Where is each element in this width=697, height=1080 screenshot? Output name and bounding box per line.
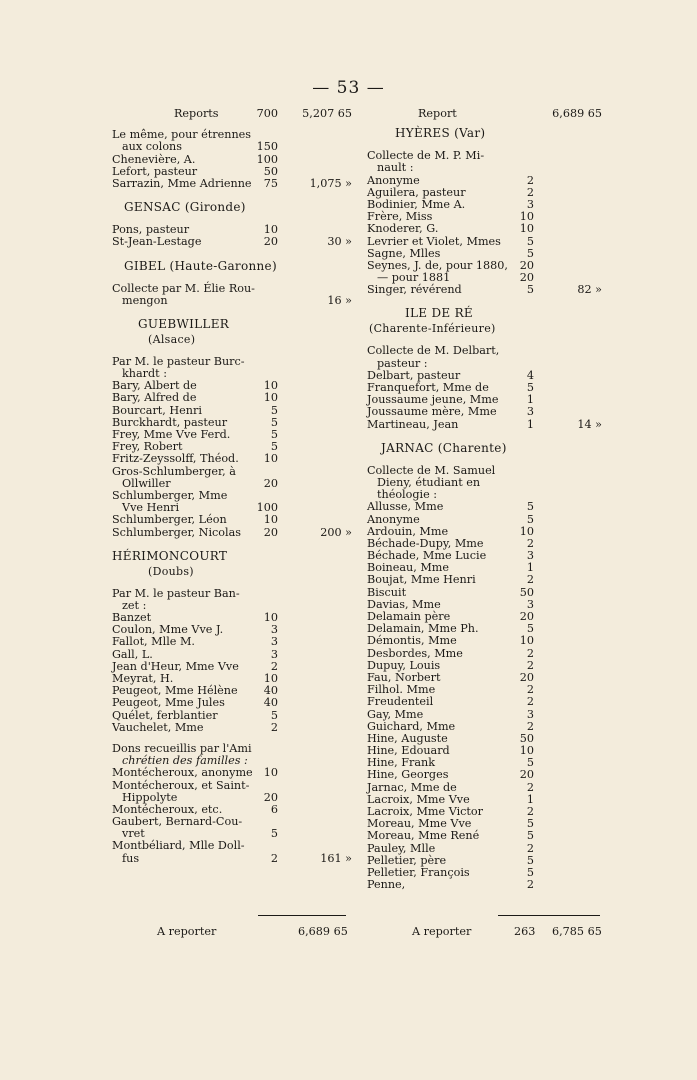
donation-row [367,635,602,647]
donor-name: Montécheroux, et Saint- [112,778,250,792]
donation-row [112,649,352,661]
amount: 2 [526,841,534,855]
donor-name: Collecte de M. P. Mi- [367,149,485,163]
left-footer-label: A reporter [157,925,217,938]
donation-row [112,588,352,600]
amount: 1 [526,561,534,575]
donor-name: Levrier et Violet, Mmes [367,234,501,248]
donation-row [112,392,352,404]
section-subheading: (Charente-Inférieure) [369,322,496,336]
donation-row [367,406,602,418]
amount: 2 [526,536,534,550]
amount: 150 [256,140,278,154]
amount: 5 [526,283,534,297]
donor-name: Chenevière, A. [112,152,196,166]
donation-row [367,514,602,526]
donor-name: zet : [122,598,147,612]
amount: 10 [263,672,278,685]
right-column [367,108,602,891]
donation-row [112,466,352,478]
amount: 10 [263,223,278,237]
amount: 2 [526,185,534,199]
amount: 100 [256,501,278,515]
donation-row [112,527,352,539]
donor-name: Collecte de M. Delbart, [367,344,500,358]
donor-name: Démontis, Mme [367,634,457,648]
donor-name: Schlumberger, Léon [112,513,227,527]
amount: 2 [526,719,534,733]
amount: 100 [256,152,278,166]
section-heading: ILE DE RÉ [405,306,473,321]
donor-name: Martineau, Jean [367,417,459,431]
amount: 10 [263,452,278,466]
donor-name: pasteur : [377,356,428,370]
donor-name: chrétien des familles : [122,754,248,768]
amount: 20 [263,476,278,490]
donor-name: Bodinier, Mme A. [367,197,466,211]
donor-name: Allusse, Mme [367,500,444,514]
donor-name: Quélet, ferblantier [112,708,218,722]
amount: 3 [526,707,534,721]
amount: 40 [263,684,278,698]
donor-name: Seynes, J. de, pour 1880, [367,258,508,272]
donor-name: Pons, pasteur [112,223,190,237]
donation-row [367,648,602,660]
donor-name: Hine, Frank [367,756,436,770]
donor-name: Moreau, Mme René [367,829,480,843]
donation-row [112,722,352,734]
donor-name: vret [122,827,145,841]
donor-name: Singer, révérend [367,283,462,297]
reports-count: 700 [256,107,278,120]
amount: 10 [263,611,278,625]
donor-name: Gay, Mme [367,707,424,721]
amount: 3 [526,405,534,419]
donor-name: Knoderer, G. [367,222,439,236]
donor-name: Frey, Mme Vve Ferd. [112,428,231,441]
reports-label: Reports [174,107,219,120]
donation-row [112,236,352,248]
donor-name: Jarnac, Mme de [367,780,457,794]
donor-name: Peugeot, Mme Jules [112,696,225,710]
donation-row [367,843,602,855]
donor-name: Joussaume jeune, Mme [367,393,499,407]
donor-name: Freudenteil [367,695,434,709]
donor-name: Frère, Miss [367,210,433,224]
amount: 2 [270,659,278,673]
donor-name: Hine, Auguste [367,731,448,745]
report-row [367,108,602,120]
donor-name: Par M. le pasteur Ban- [112,586,240,600]
donation-row [367,358,602,370]
section-heading: HÉRIMONCOURT [112,548,228,563]
donor-name: Bourcart, Henri [112,403,202,417]
donor-name: Gros-Schlumberger, à [112,464,236,478]
donation-row [112,816,352,828]
amount: 20 [263,235,278,249]
donation-row [367,830,602,842]
donor-name: Fritz-Zeyssolff, Théod. [112,452,239,466]
section-heading: GIBEL (Haute-Garonne) [124,258,277,273]
donor-name: Filhol. Mme [367,683,436,697]
donor-name: Gall, L. [112,647,153,661]
section-subheading: (Doubs) [148,564,194,578]
donor-name: Delbart, pasteur [367,368,461,382]
donor-name: Banzet [112,611,152,625]
spacer [112,190,352,199]
amount: 3 [526,549,534,563]
amount: 5 [270,827,278,841]
amount: 3 [270,635,278,649]
donation-row [112,283,352,295]
donor-name: Fau, Norbert [367,670,441,684]
amount: 5 [526,512,534,526]
donor-name: aux colons [122,140,183,154]
amount: 2 [526,646,534,660]
donor-name: Pelletier, François [367,865,470,879]
right-footer-total: 6,785 65 [552,925,602,938]
right-footer-count: 263 [514,925,536,938]
donor-name: Boineau, Mme [367,561,450,575]
right-sum-rule [498,915,600,916]
donation-row [112,840,352,852]
amount: 10 [263,766,278,780]
amount: 5 [526,246,534,260]
donor-name: Franquefort, Mme de [367,381,489,394]
donation-row [367,419,602,431]
donation-row [367,709,602,721]
donor-name: Ardouin, Mme [367,524,449,538]
donor-name: Béchade-Dupy, Mme [367,536,484,550]
report-label: Report [418,107,457,120]
donor-name: Aguilera, pasteur [367,185,466,199]
donation-row [112,767,352,779]
donation-row [367,769,602,781]
amount: 5 [526,853,534,867]
donation-row [367,345,602,357]
reports-total: 5,207 65 [302,107,352,120]
amount: 3 [526,597,534,611]
donation-row [112,514,352,526]
subtotal: 82 » [577,283,602,297]
donation-row [112,697,352,709]
donation-row [112,295,352,307]
donor-name: Guichard, Mme [367,719,456,733]
donor-name: nault : [377,161,414,175]
donor-name: Hine, Georges [367,768,449,782]
subtotal: 161 » [320,851,352,865]
amount: 10 [519,524,534,538]
amount: 20 [519,610,534,623]
donor-name: Le même, pour étrennes [112,128,252,142]
donor-name: Meyrat, H. [112,672,174,685]
amount: 1 [526,417,534,431]
donor-name: Dieny, étudiant en [377,475,481,489]
spacer [112,539,352,548]
donation-row [367,782,602,794]
amount: 2 [270,851,278,865]
amount: 6 [270,802,278,816]
donor-name: Sagne, Mlles [367,246,441,260]
donor-name: Montécheroux, anonyme [112,766,253,780]
donor-name: Jean d'Heur, Mme Vve [112,659,239,673]
donor-name: Hine, Edouard [367,744,450,758]
amount: 2 [526,695,534,709]
left-footer-total: 6,689 65 [298,925,348,938]
donor-name: Bary, Alfred de [112,391,197,405]
amount: 5 [270,403,278,417]
reports-row [112,108,352,120]
subtotal: 1,075 » [309,176,352,190]
amount: 5 [526,817,534,831]
amount: 5 [526,500,534,514]
amount: 2 [526,573,534,587]
amount: 5 [270,428,278,441]
donor-name: khardt : [122,367,167,381]
donor-name: Bary, Albert de [112,379,197,393]
amount: 40 [263,696,278,710]
amount: 20 [519,670,534,684]
donation-row [112,154,352,166]
donor-name: Coulon, Mme Vve J. [112,623,224,637]
amount: 20 [519,768,534,782]
donation-row [367,501,602,513]
donor-name: Hippolyte [122,790,178,804]
donor-name: Delamain père [367,610,451,623]
subtotal: 14 » [577,417,602,431]
donor-name: St-Jean-Lestage [112,235,202,249]
amount: 4 [526,368,534,382]
amount: 10 [263,513,278,527]
amount: 2 [526,683,534,697]
donor-name: Penne, [367,878,406,892]
donation-row [367,284,602,296]
donor-name: Anonyme [367,173,420,187]
donor-name: Burckhardt, pasteur [112,415,228,429]
subtotal: 200 » [320,525,352,539]
donor-name: théologie : [377,488,438,502]
amount: 5 [526,865,534,879]
amount: 3 [270,647,278,661]
spacer [367,296,602,305]
donor-name: Frey, Robert [112,440,183,454]
donation-row [367,162,602,174]
amount: 5 [526,829,534,843]
amount: 5 [526,622,534,636]
donor-name: Biscuit [367,585,407,599]
amount: 1 [526,393,534,407]
amount: 3 [526,197,534,211]
donor-name: Anonyme [367,512,420,526]
amount: 2 [526,658,534,672]
donor-name: Montécheroux, etc. [112,802,223,816]
subtotal: 16 » [327,293,352,307]
donor-name: Vauchelet, Mme [112,720,204,734]
donor-name: Collecte par M. Élie Rou- [112,281,255,295]
donor-name: Pelletier, père [367,853,447,867]
subtotal: 30 » [327,235,352,249]
section-subheading: (Alsace) [148,332,196,346]
donor-name: Pauley, Mlle [367,841,436,855]
donor-name: fus [122,851,140,865]
donor-name: Collecte de M. Samuel [367,463,496,477]
donation-row [112,853,352,865]
donor-name: Sarrazin, Mme Adrienne [112,176,252,190]
donor-name: Moreau, Mme Vve [367,817,472,831]
donation-row [112,178,352,190]
donation-row [112,141,352,153]
amount: 10 [519,744,534,758]
donation-row [367,696,602,708]
amount: 50 [519,585,534,599]
amount: 10 [263,391,278,405]
donor-name: Schlumberger, Nicolas [112,525,242,539]
donor-name: Desbordes, Mme [367,646,463,660]
report-total: 6,689 65 [552,107,602,120]
spacer [367,431,602,440]
donor-name: Joussaume mère, Mme [367,405,497,419]
section-heading: GENSAC (Gironde) [124,200,246,215]
donor-name: Dupuy, Louis [367,658,441,672]
spacer [112,307,352,316]
amount: 5 [270,440,278,454]
donor-name: Davias, Mme [367,597,441,611]
section-heading: HYÈRES (Var) [395,126,486,141]
amount: 50 [263,164,278,178]
donor-name: Vve Henri [122,501,180,515]
amount: 5 [270,708,278,722]
amount: 20 [519,258,534,272]
amount: 1 [526,792,534,806]
donor-name: Lacroix, Mme Victor [367,805,483,818]
donor-name: Schlumberger, Mme [112,488,228,502]
donation-row [367,879,602,891]
donation-row [367,587,602,599]
donor-name: Par M. le pasteur Burc- [112,354,245,368]
amount: 10 [263,379,278,393]
left-sum-rule [258,915,346,916]
amount: 10 [519,634,534,648]
left-column [112,108,352,865]
donation-row [367,175,602,187]
amount: 5 [526,756,534,770]
section-heading: GUEBWILLER [138,316,230,331]
donor-name: Ollwiller [122,476,171,490]
amount: 5 [270,415,278,429]
amount: 2 [526,805,534,818]
amount: 3 [270,623,278,637]
amount: 2 [526,878,534,892]
donation-row [367,574,602,586]
amount: 2 [526,780,534,794]
donor-name: Fallot, Mlle M. [112,635,195,649]
donation-row [112,405,352,417]
amount: 50 [519,731,534,745]
donation-row [367,236,602,248]
donation-row [367,223,602,235]
amount: 10 [519,210,534,224]
donor-name: Béchade, Mme Lucie [367,549,487,563]
amount: 2 [526,173,534,187]
page-number: — 53 — [312,78,385,98]
donation-row [112,636,352,648]
donor-name: Boujat, Mme Henri [367,573,476,587]
donor-name: Peugeot, Mme Hélène [112,684,238,698]
right-footer-label: A reporter [412,925,472,938]
amount: 20 [263,525,278,539]
amount: 75 [263,176,278,190]
amount: 20 [519,271,534,285]
amount: 5 [526,234,534,248]
donor-name: mengon [122,293,168,307]
donation-row [112,780,352,792]
donation-row [112,710,352,722]
amount: 2 [270,720,278,734]
donor-name: Gaubert, Bernard-Cou- [112,815,243,829]
donor-name: Dons recueillis par l'Ami [112,741,252,755]
donor-name: Lacroix, Mme Vve [367,792,470,806]
donation-row [112,453,352,465]
spacer [112,249,352,258]
donor-name: — pour 1881 [377,271,451,285]
amount: 5 [526,381,534,394]
donor-name: Lefort, pasteur [112,164,198,178]
donor-name: Delamain, Mme Ph. [367,622,479,636]
section-heading: JARNAC (Charente) [381,440,507,455]
donor-name: Montbéliard, Mlle Doll- [112,839,245,853]
amount: 10 [519,222,534,236]
amount: 20 [263,790,278,804]
